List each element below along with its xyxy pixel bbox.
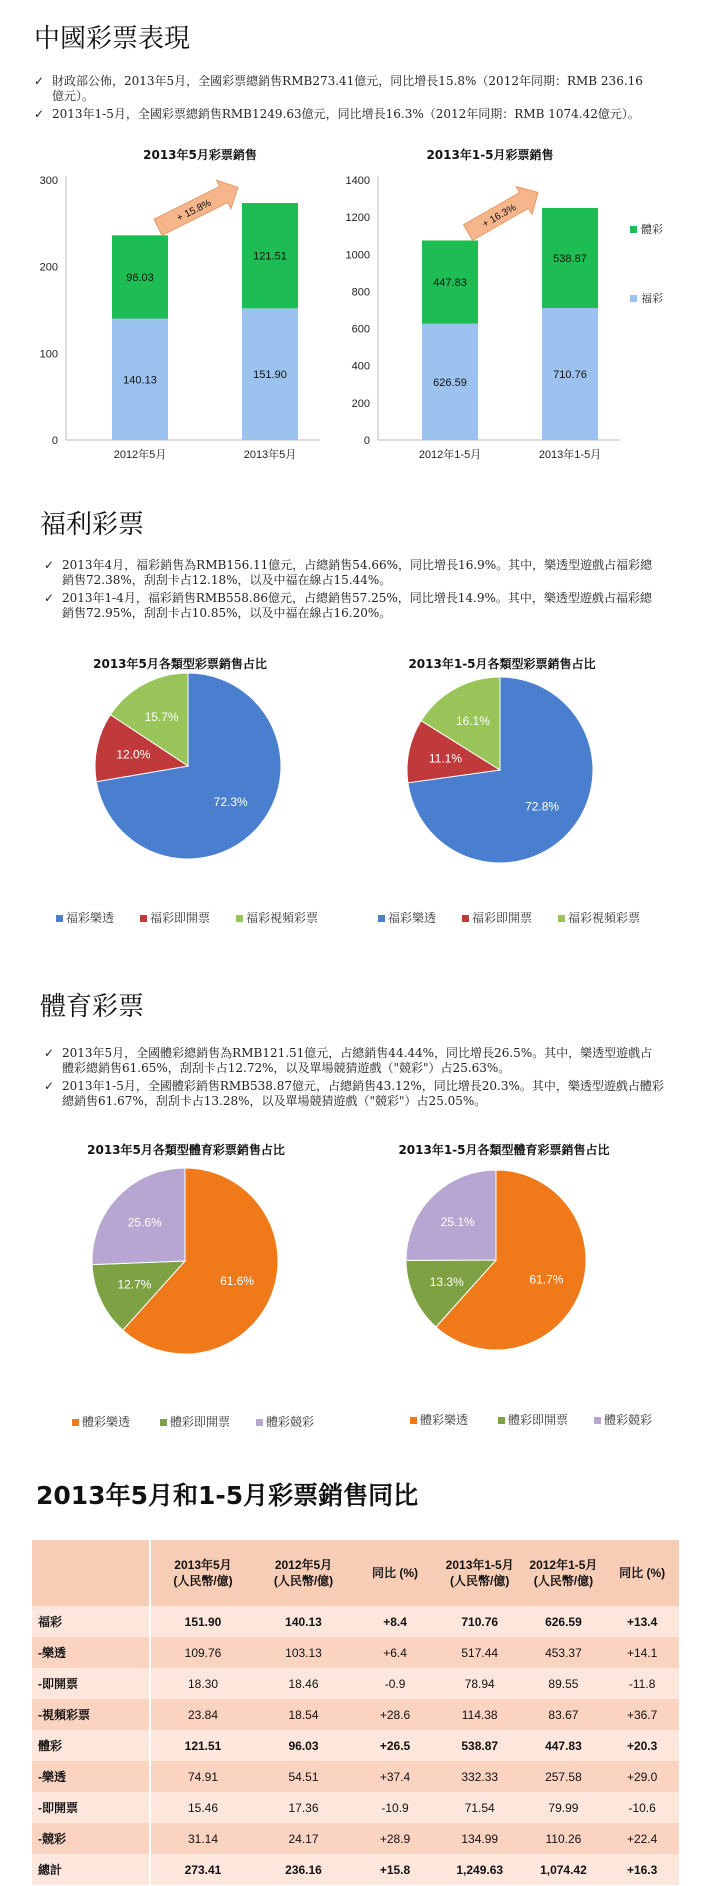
pie-data-label: 11.1% [428, 751, 463, 766]
pie-chart [378, 656, 640, 925]
table-row [32, 1699, 679, 1730]
table-cell: -10.6 [605, 1792, 679, 1823]
legend-swatch [256, 1419, 263, 1426]
x-tick-label: 2013年5月 [243, 449, 297, 461]
pie-legend [410, 1412, 652, 1427]
table-cell: +16.3 [605, 1854, 679, 1885]
y-tick-label: 400 [351, 360, 370, 373]
check-icon: ✓ [44, 1079, 55, 1093]
check-icon: ✓ [44, 558, 55, 572]
check-icon: ✓ [44, 591, 55, 605]
legend-swatch-welfare [630, 295, 637, 302]
bullet-item: ✓ 財政部公佈，2013年5月，全國彩票總銷售RMB273.41億元，同比增長15.8%（2012年同期：RMB 236.16億元）。 [34, 74, 643, 103]
growth-label: + 15.8% [175, 197, 214, 225]
table-cell: +29.0 [605, 1761, 679, 1792]
y-tick-label: 100 [39, 348, 58, 361]
row-label: 總計 [32, 1854, 150, 1885]
legend-label: 福彩視頻彩票 [246, 911, 319, 925]
bar-charts [0, 145, 720, 475]
bar-data-label: 96.03 [126, 271, 154, 284]
pie-chart-title: 2013年5月各類型體育彩票銷售占比 [87, 1143, 285, 1157]
bar-data-label: 121.51 [253, 250, 287, 263]
table-cell: 134.99 [438, 1823, 522, 1854]
table-cell: 114.38 [438, 1699, 522, 1730]
pie-data-label: 12.0% [116, 747, 151, 762]
table-cell: 23.84 [150, 1699, 254, 1730]
legend-swatch [378, 915, 385, 922]
bar-chart [346, 147, 620, 461]
legend-label: 體彩即開票 [508, 1413, 569, 1427]
table-cell: +28.6 [352, 1699, 438, 1730]
bullet-item: ✓ 2013年4月，福彩銷售為RMB156.11億元，占總銷售54.66%，同比增長16.9%。其中，樂透型遊戲占福彩總銷售72.38%，刮刮卡占12.18%，以及中福在線占15.44%。 [44, 558, 653, 587]
table-cell: 273.41 [150, 1854, 254, 1885]
pie-data-label: 72.8% [525, 799, 560, 814]
table-cell: +8.4 [352, 1606, 438, 1637]
bullet-item: ✓ 2013年1-5月，全國彩票總銷售RMB1249.63億元，同比增長16.3%（2012年同期：RMB 1074.42億元）。 [34, 107, 640, 121]
table-row [32, 1761, 679, 1792]
legend-swatch [498, 1417, 505, 1424]
growth-label: + 16.3% [480, 202, 519, 231]
bar-chart [40, 147, 320, 461]
header-line-1: 2012年1-5月 [529, 1558, 598, 1572]
row-label: -競彩 [32, 1823, 150, 1854]
header-line-2: (人民幣/億) [533, 1574, 594, 1588]
section-title-china-lottery: 中國彩票表現 [34, 24, 191, 54]
table-cell: 110.26 [522, 1823, 606, 1854]
table-cell: 74.91 [150, 1761, 254, 1792]
table-cell: 140.13 [255, 1606, 353, 1637]
sports-bullets [44, 1046, 664, 1112]
table-row [32, 1823, 679, 1854]
welfare-bullets [44, 558, 656, 624]
bar-legend [630, 222, 663, 305]
table-cell: 538.87 [438, 1730, 522, 1761]
china-lottery-bullets [34, 74, 654, 125]
table-cell: +14.1 [605, 1637, 679, 1668]
table-cell: 626.59 [522, 1606, 606, 1637]
bar-data-label: 140.13 [123, 374, 157, 387]
table-header-cell [438, 1540, 522, 1606]
x-tick-label: 2012年5月 [113, 449, 167, 461]
table-cell: 121.51 [150, 1730, 254, 1761]
pie-data-label: 72.3% [213, 794, 248, 809]
table-header-cell [150, 1540, 254, 1606]
section-title-sports: 體育彩票 [40, 992, 145, 1022]
check-icon: ✓ [34, 107, 45, 121]
table-cell: 83.67 [522, 1699, 606, 1730]
check-icon: ✓ [44, 1046, 55, 1060]
header-line-1: 同比 (%) [372, 1566, 419, 1580]
bar-data-label: 538.87 [553, 252, 587, 265]
bar-chart-title: 2013年1-5月彩票銷售 [426, 148, 554, 162]
bar-data-label: 447.83 [433, 277, 467, 290]
legend-label: 體彩樂透 [82, 1415, 131, 1429]
table-cell: 54.51 [255, 1761, 353, 1792]
row-label: -樂透 [32, 1637, 150, 1668]
row-label: 福彩 [32, 1606, 150, 1637]
table-cell: 31.14 [150, 1823, 254, 1854]
legend-label: 體彩競彩 [604, 1413, 653, 1427]
table-cell: +28.9 [352, 1823, 438, 1854]
legend-label: 體彩競彩 [266, 1415, 315, 1429]
pie-chart [56, 656, 318, 925]
growth-arrow-shape [460, 179, 546, 247]
bullet-item: ✓ 2013年1-5月，全國體彩銷售RMB538.87億元，占總銷售43.12%，同比增長20.3%。其中，樂透型遊戲占體彩總銷售61.67%，刮刮卡占13.28%，以及單場競猜遊戲（"競彩"）占25.05%。 [44, 1079, 664, 1108]
pie-data-label: 25.6% [127, 1215, 162, 1230]
sports-pie-charts [0, 1136, 720, 1436]
pie-legend [378, 910, 640, 925]
table-header-cell [522, 1540, 606, 1606]
legend-label: 福彩樂透 [388, 911, 437, 925]
y-tick-label: 600 [351, 323, 370, 336]
table-cell: 1,249.63 [438, 1854, 522, 1885]
legend-swatch [140, 915, 147, 922]
header-line-1: 2012年5月 [274, 1558, 333, 1572]
table-cell: 18.54 [255, 1699, 353, 1730]
check-icon: ✓ [34, 74, 45, 88]
bar-data-label: 626.59 [433, 376, 467, 389]
legend-label: 福彩樂透 [66, 911, 115, 925]
y-tick-label: 1000 [345, 249, 370, 262]
header-line-2: (人民幣/億) [173, 1574, 233, 1588]
y-tick-label: 0 [363, 435, 370, 447]
pie-chart-title: 2013年1-5月各類型體育彩票銷售占比 [398, 1143, 610, 1157]
pie-data-label: 15.7% [144, 709, 179, 724]
header-line-1: 2013年1-5月 [445, 1558, 514, 1572]
pie-data-label: 61.6% [220, 1273, 255, 1288]
pie-data-label: 61.7% [529, 1272, 564, 1287]
bullet-item: ✓ 2013年1-4月，福彩銷售RMB558.86億元，占總銷售57.25%，同比增長14.9%。其中，樂透型遊戲占福彩總銷售72.95%，刮刮卡占10.85%，以及中福在線占16.20%。 [44, 591, 652, 620]
row-label: -視頻彩票 [32, 1699, 150, 1730]
row-label: 體彩 [32, 1730, 150, 1761]
header-line-2: (人民幣/億) [273, 1574, 334, 1588]
legend-label: 福彩即開票 [472, 911, 533, 925]
table-cell: 78.94 [438, 1668, 522, 1699]
pie-legend [72, 1414, 314, 1429]
table-cell: 89.55 [522, 1668, 606, 1699]
table-header-cell [32, 1540, 150, 1606]
legend-swatch [558, 915, 565, 922]
y-tick-label: 1200 [345, 212, 370, 225]
legend-label: 福彩即開票 [150, 911, 211, 925]
row-label: -樂透 [32, 1761, 150, 1792]
bar-data-label: 710.76 [553, 369, 587, 382]
legend-swatch [236, 915, 243, 922]
table-cell: +15.8 [352, 1854, 438, 1885]
legend-swatch [160, 1419, 167, 1426]
welfare-pie-charts [0, 650, 720, 950]
table-header-cell [352, 1540, 438, 1606]
table-cell: +13.4 [605, 1606, 679, 1637]
legend-swatch [72, 1419, 79, 1426]
table-cell: 24.17 [255, 1823, 353, 1854]
table-row [32, 1668, 679, 1699]
comparison-table-wrap [32, 1540, 680, 1885]
legend-label: 體彩即開票 [170, 1415, 231, 1429]
pie-data-label: 13.3% [429, 1275, 464, 1290]
table-cell: 1,074.42 [522, 1854, 606, 1885]
table-cell: -11.8 [605, 1668, 679, 1699]
table-cell: -10.9 [352, 1792, 438, 1823]
table-row [32, 1792, 679, 1823]
x-tick-label: 2013年1-5月 [538, 449, 602, 461]
legend-swatch [410, 1417, 417, 1424]
y-tick-label: 800 [351, 286, 370, 299]
header-line-1: 同比 (%) [619, 1566, 666, 1580]
table-cell: +22.4 [605, 1823, 679, 1854]
comparison-table [32, 1540, 680, 1885]
table-cell: 18.30 [150, 1668, 254, 1699]
table-cell: +36.7 [605, 1699, 679, 1730]
table-header-cell [605, 1540, 679, 1606]
x-tick-label: 2012年1-5月 [418, 449, 482, 461]
legend-label: 福彩視頻彩票 [568, 911, 641, 925]
table-cell: +20.3 [605, 1730, 679, 1761]
table-cell: 151.90 [150, 1606, 254, 1637]
table-cell: 103.13 [255, 1637, 353, 1668]
y-tick-label: 0 [51, 435, 58, 447]
table-cell: 332.33 [438, 1761, 522, 1792]
table-cell: 236.16 [255, 1854, 353, 1885]
header-line-1: 2013年5月 [174, 1558, 232, 1572]
table-cell: 17.36 [255, 1792, 353, 1823]
section-title-welfare: 福利彩票 [40, 510, 145, 540]
pie-legend [56, 910, 318, 925]
table-cell: +26.5 [352, 1730, 438, 1761]
table-cell: 109.76 [150, 1637, 254, 1668]
bar-chart-title: 2013年5月彩票銷售 [143, 148, 257, 162]
header-line-2: (人民幣/億) [450, 1574, 510, 1588]
y-tick-label: 1400 [345, 175, 370, 187]
row-label: -即開票 [32, 1792, 150, 1823]
growth-arrow [151, 173, 245, 242]
legend-swatch-sports [630, 226, 637, 233]
table-row [32, 1730, 679, 1761]
section-title-comparison: 2013年5月和1-5月彩票銷售同比 [36, 1481, 419, 1510]
pie-data-label: 12.7% [117, 1277, 152, 1292]
table-header-cell [255, 1540, 353, 1606]
bullet-item: ✓ 2013年5月，全國體彩總銷售為RMB121.51億元，占總銷售44.44%，同比增長26.5%。其中，樂透型遊戲占體彩總銷售61.65%，刮刮卡占12.72%，以及單場競猜遊戲（"競彩"）占25.63%。 [44, 1046, 653, 1075]
table-cell: 517.44 [438, 1637, 522, 1668]
legend-label: 體彩樂透 [420, 1413, 469, 1427]
table-cell: 71.54 [438, 1792, 522, 1823]
y-tick-label: 300 [39, 175, 58, 187]
legend-swatch [56, 915, 63, 922]
legend-swatch [462, 915, 469, 922]
pie-chart-title: 2013年5月各類型彩票銷售占比 [93, 657, 267, 671]
table-row [32, 1854, 679, 1885]
legend-label-sports: 體彩 [641, 224, 663, 236]
pie-data-label: 25.1% [440, 1214, 475, 1229]
table-cell: -0.9 [352, 1668, 438, 1699]
table-cell: 453.37 [522, 1637, 606, 1668]
table-cell: 79.99 [522, 1792, 606, 1823]
table-row [32, 1606, 679, 1637]
legend-label-welfare: 福彩 [641, 293, 663, 305]
table-cell: +6.4 [352, 1637, 438, 1668]
pie-chart [398, 1142, 652, 1427]
y-tick-label: 200 [39, 261, 58, 274]
table-header-row [32, 1540, 679, 1606]
table-cell: 257.58 [522, 1761, 606, 1792]
legend-swatch [594, 1417, 601, 1424]
table-cell: 447.83 [522, 1730, 606, 1761]
bar-data-label: 151.90 [253, 369, 287, 382]
row-label: -即開票 [32, 1668, 150, 1699]
growth-arrow [460, 179, 546, 247]
table-cell: +37.4 [352, 1761, 438, 1792]
pie-data-label: 16.1% [455, 714, 490, 729]
table-cell: 15.46 [150, 1792, 254, 1823]
growth-arrow-shape [151, 173, 245, 242]
table-cell: 96.03 [255, 1730, 353, 1761]
table-row [32, 1637, 679, 1668]
table-cell: 18.46 [255, 1668, 353, 1699]
table-cell: 710.76 [438, 1606, 522, 1637]
pie-chart [72, 1142, 314, 1429]
y-tick-label: 200 [351, 397, 370, 410]
pie-chart-title: 2013年1-5月各類型彩票銷售占比 [408, 657, 596, 671]
table-body [32, 1606, 679, 1885]
